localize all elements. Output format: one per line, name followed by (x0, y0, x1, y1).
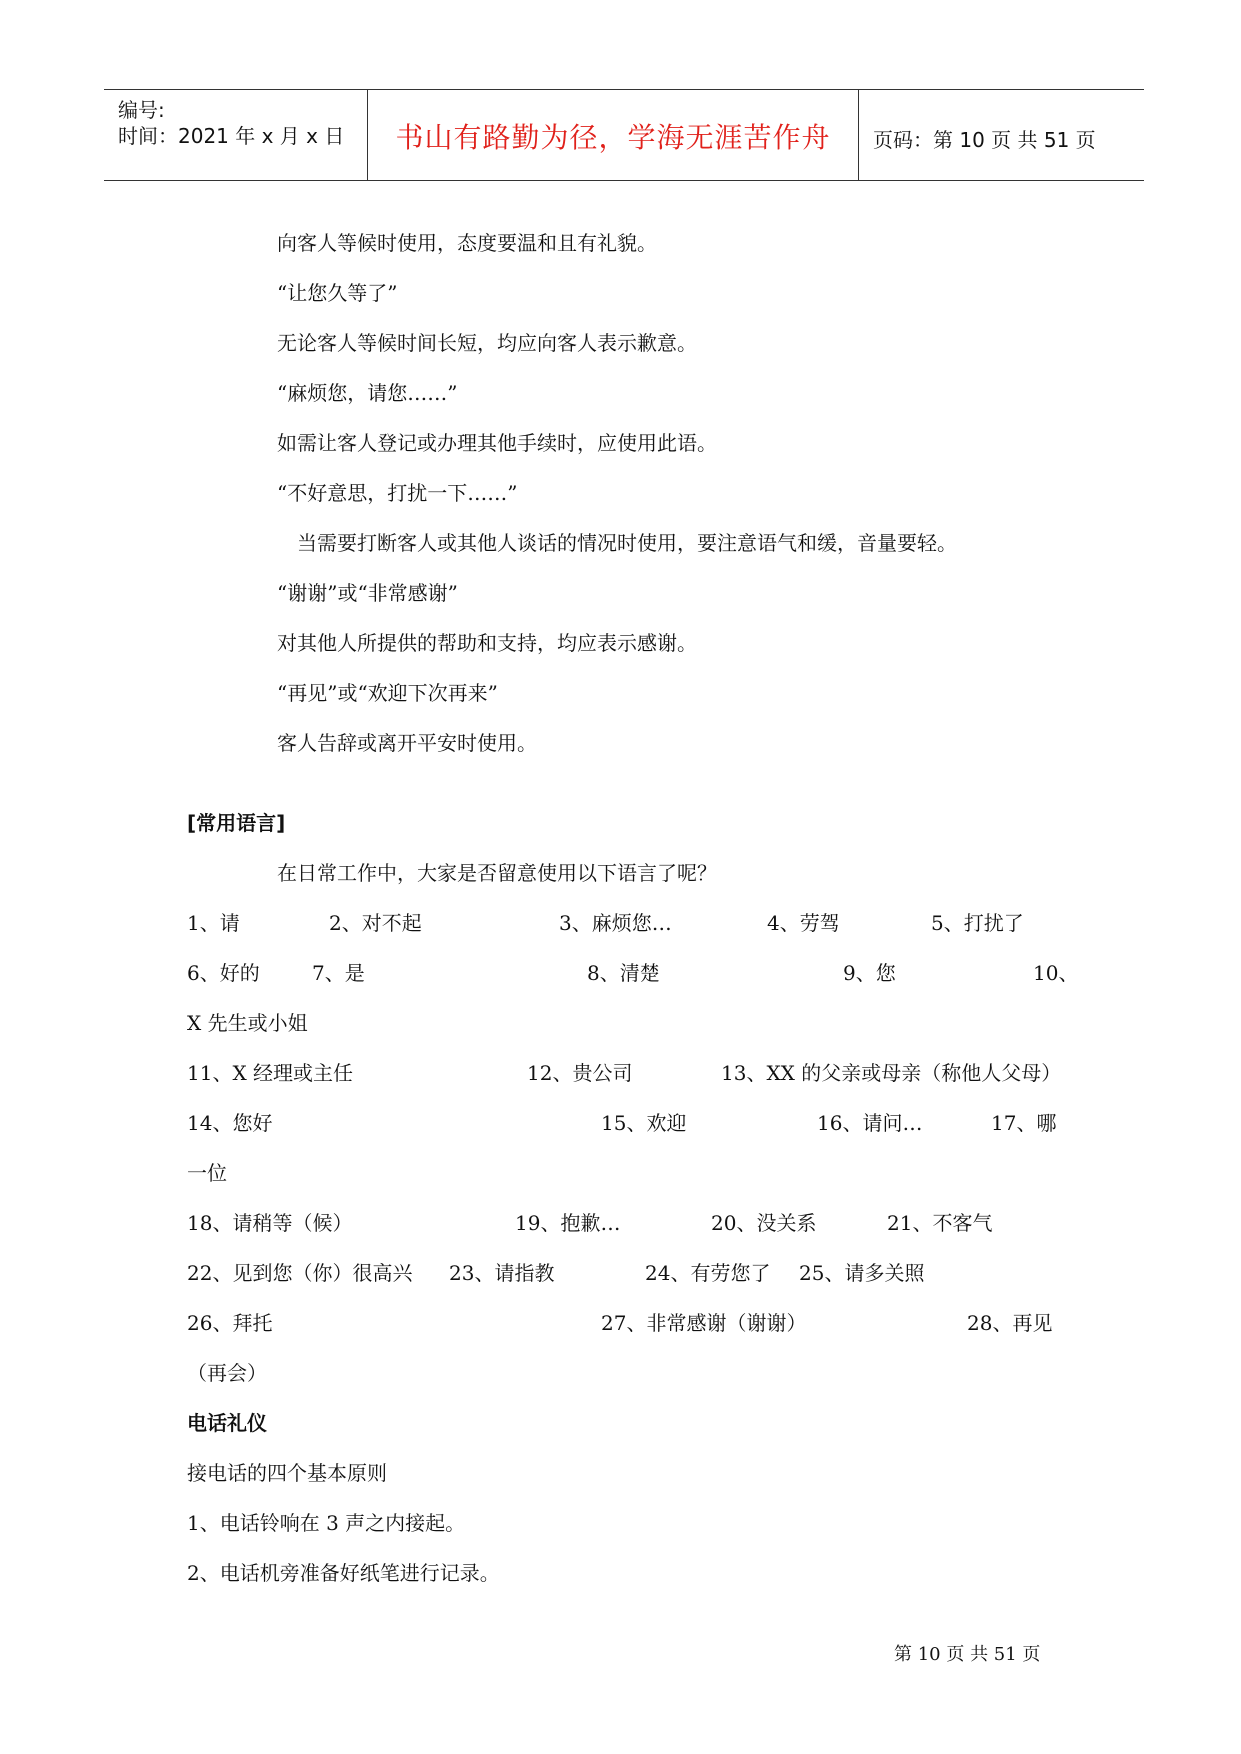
list-item: 23、请指教 (449, 1261, 555, 1285)
list-item: 9、您 (843, 961, 896, 985)
list-item: 1、电话铃响在 3 声之内接起。 (187, 1511, 466, 1535)
list-item: 17、哪 (991, 1111, 1057, 1135)
header-page-cell (859, 90, 1144, 180)
number-label: 编号: (118, 98, 165, 122)
list-item: 28、再见 (967, 1311, 1053, 1335)
list-item: 8、清楚 (587, 961, 660, 985)
list-item: X 先生或小姐 (187, 1011, 308, 1035)
paragraph: 对其他人所提供的帮助和支持，均应表示感谢。 (277, 631, 697, 655)
list-item: 2、对不起 (329, 911, 422, 935)
paragraph: 向客人等候时使用，态度要温和且有礼貌。 (277, 231, 657, 255)
paragraph: 当需要打断客人或其他人谈话的情况时使用，要注意语气和缓，音量要轻。 (297, 531, 957, 555)
list-item: 13、XX 的父亲或母亲（称他人父母） (721, 1061, 1062, 1085)
list-item: （再会） (187, 1361, 267, 1385)
paragraph: “不好意思，打扰一下……” (277, 481, 518, 505)
list-item: 27、非常感谢（谢谢） (601, 1311, 807, 1335)
paragraph: “谢谢”或“非常感谢” (277, 581, 458, 605)
paragraph: 客人告辞或离开平安时使用。 (277, 731, 537, 755)
list-item: 24、有劳您了 (645, 1261, 771, 1285)
list-item: 19、抱歉… (515, 1211, 621, 1235)
motto: 书山有路勤为径，学海无涯苦作舟 (395, 121, 831, 154)
list-item: 10、 (1033, 961, 1079, 985)
header-meta-cell (104, 90, 368, 180)
document-header (104, 89, 1144, 181)
list-item: 25、请多关照 (799, 1261, 925, 1285)
list-item: 一位 (187, 1161, 227, 1185)
list-item: 1、请 (187, 911, 240, 935)
list-item: 2、电话机旁准备好纸笔进行记录。 (187, 1561, 500, 1585)
section-heading-common-language: [常用语言] (187, 811, 286, 835)
header-motto-cell (368, 90, 859, 180)
list-item: 6、好的 (187, 961, 260, 985)
list-item: 5、打扰了 (931, 911, 1024, 935)
paragraph: 无论客人等候时间长短，均应向客人表示歉意。 (277, 331, 697, 355)
paragraph: “麻烦您，请您……” (277, 381, 458, 405)
list-item: 11、X 经理或主任 (187, 1061, 354, 1085)
time-label: 时间：2021 年 x 月 x 日 (118, 124, 345, 148)
list-item: 26、拜托 (187, 1311, 273, 1335)
section-intro: 在日常工作中，大家是否留意使用以下语言了呢？ (277, 861, 717, 885)
list-item: 3、麻烦您… (559, 911, 672, 935)
page-footer: 第 10 页 共 51 页 (894, 1644, 1041, 1665)
list-item: 15、欢迎 (601, 1111, 687, 1135)
paragraph: 如需让客人登记或办理其他手续时，应使用此语。 (277, 431, 717, 455)
paragraph: “让您久等了” (277, 281, 398, 305)
paragraph: “再见”或“欢迎下次再来” (277, 681, 498, 705)
list-item: 21、不客气 (887, 1211, 993, 1235)
section-subheading: 接电话的四个基本原则 (187, 1461, 387, 1485)
list-item: 4、劳驾 (767, 911, 840, 935)
list-item: 22、见到您（你）很高兴 (187, 1261, 413, 1285)
list-item: 18、请稍等（候） (187, 1211, 353, 1235)
list-item: 12、贵公司 (527, 1061, 633, 1085)
list-item: 14、您好 (187, 1111, 273, 1135)
page-code: 页码：第 10 页 共 51 页 (873, 128, 1096, 152)
list-item: 16、请问… (817, 1111, 923, 1135)
list-item: 7、是 (312, 961, 365, 985)
list-item: 20、没关系 (711, 1211, 817, 1235)
section-heading-phone-etiquette: 电话礼仪 (187, 1411, 267, 1435)
